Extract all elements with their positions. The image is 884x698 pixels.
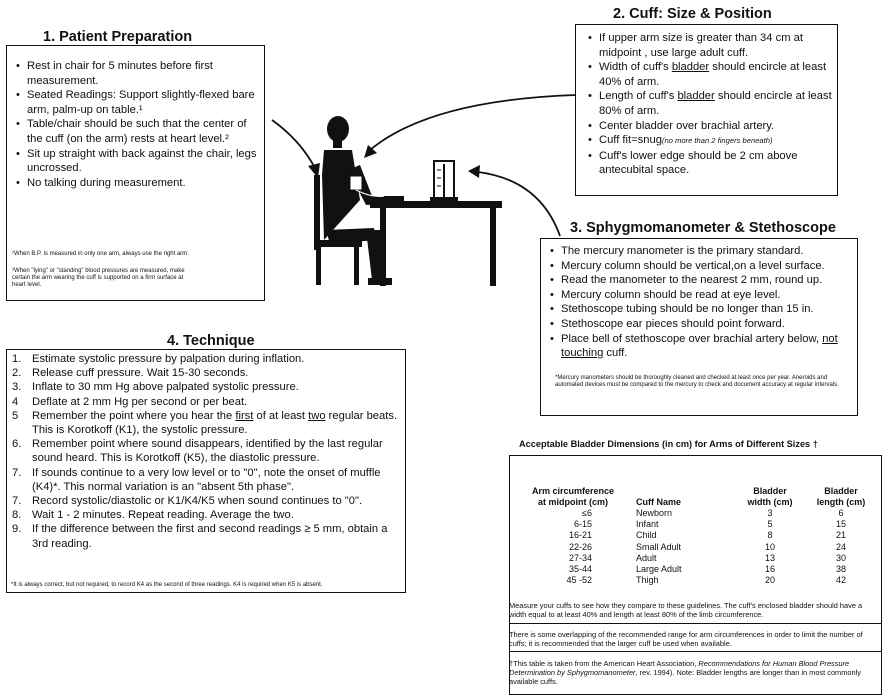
table-cell: 8	[767, 530, 773, 541]
table-cell: 42	[835, 575, 846, 586]
sphyg-list	[549, 244, 853, 361]
prep-title: 1. Patient Preparation	[43, 29, 193, 45]
cuff-item: • Cuff fit=snug(no more than 2 fingers beneath)	[587, 133, 833, 149]
table-note-2: There is some overlapping of the recommended range for arm circumferences in order to limit the number of cuffs; it is recommended that the larger cuff be used when available.	[509, 630, 863, 648]
arrow-icon	[370, 95, 576, 150]
table-cell: 10	[764, 541, 775, 552]
table-cell: 16-21	[568, 530, 592, 541]
table-cell: Child	[636, 530, 657, 541]
table-cell: 15	[835, 519, 846, 530]
tech-step: 3. Inflate to 30 mm Hg above palpated systolic pressure.	[12, 381, 299, 394]
arrow-icon	[308, 163, 320, 178]
table-cell: Thigh	[636, 575, 659, 586]
prep-item: • Sit up straight with back against the chair, legs uncrossed.	[15, 147, 257, 176]
sphyg-title: 3. Sphygmomanometer & Stethoscope	[570, 220, 836, 236]
table-cell: 6-15	[573, 519, 592, 530]
divider	[509, 623, 881, 624]
table-note-3: †This table is taken from the American Heart Association, Recommendations for Human Blood Pressure Determination by Sphygmomanometer, rev. 1994). Note: Bladder lengths are longer than in most commonly available cuffs.	[509, 659, 861, 686]
table-cell: Small Adult	[636, 541, 682, 552]
table-cell: ≤6	[582, 508, 592, 518]
table-cell: 27-34	[568, 552, 592, 563]
prep-item: • Seated Readings: Support slightly-flexed bare arm, palm-up on table.¹	[15, 88, 257, 117]
bladder-table-box	[509, 455, 882, 695]
manometer-icon	[430, 161, 458, 202]
tech-step: 2. Release cuff pressure. Wait 15-30 seconds.	[12, 367, 249, 380]
tech-step: 6. Remember point where sound disappears, identified by the last regular sound heard. This is Korotkoff (K5), the diastolic pressure.	[12, 438, 383, 465]
table-row	[524, 508, 876, 519]
table-cell: Infant	[636, 519, 659, 530]
prep-footnote-2: ²When "lying" or "standing" blood pressures are measured, make certain the arm wearing the cuff is supported on a firm surface at heart level.	[12, 268, 185, 289]
table-row	[524, 564, 876, 575]
cuff-item: • Center bladder over brachial artery.	[587, 119, 833, 134]
bladder-table	[524, 462, 876, 586]
table-cell: 38	[835, 564, 846, 575]
tech-step: 4 Deflate at 2 mm Hg per second or per beat.	[12, 395, 248, 408]
table-drawing	[370, 201, 502, 286]
table-cell: 35-44	[568, 564, 592, 575]
sphyg-item: • Stethoscope ear pieces should point forward.	[549, 317, 853, 332]
prep-item: • No talking during measurement.	[15, 176, 257, 191]
stethoscope-icon	[356, 190, 384, 196]
prep-list	[15, 59, 257, 190]
prep-item: • Table/chair should be such that the center of the cuff (on the arm) rests at heart level.²	[15, 117, 257, 146]
tech-step: 1. Estimate systolic pressure by palpation during inflation.	[12, 353, 305, 365]
arrow-icon	[272, 120, 315, 168]
sphyg-item: • Mercury column should be vertical,on a level surface.	[549, 259, 853, 274]
table-row	[524, 530, 876, 541]
tech-box	[6, 349, 406, 593]
tech-step: 8. Wait 1 - 2 minutes. Repeat reading. Average the two.	[12, 509, 294, 522]
cuff-item: • Length of cuff's bladder should encircle at least 80% of arm.	[587, 89, 833, 118]
prep-footnote-1: ¹When B.P. is measured in only one arm, always use the right arm.	[12, 251, 189, 257]
table-cell: 6	[838, 508, 844, 518]
table-note-1: Measure your cuffs to see how they compare to these guidelines. The cuff's enclosed bladder should have a width equal to at least 40% and length at least 80% of the limb circumference.	[509, 601, 863, 619]
cuff-box	[575, 24, 838, 196]
sphyg-footnote: *Mercury manometers should be thoroughly cleaned and checked at least once per year. Aneroids and automated devices must be compared to the mercury to check and document accuracy at regular intervals.	[555, 375, 839, 389]
person-drawing	[322, 116, 404, 285]
sphyg-item: • Place bell of stethoscope over brachial artery below, not touching cuff.	[549, 332, 853, 361]
table-cell: 30	[835, 552, 846, 563]
tech-step: 5 Remember the point where you hear the first of at least two regular beats. This is Korotkoff (K1), the systolic pressure.	[12, 409, 398, 437]
sphyg-box	[540, 238, 858, 416]
cuff-list	[587, 31, 833, 178]
cuff-item: • If upper arm size is greater than 34 cm at midpoint , use large adult cuff.	[587, 31, 833, 60]
table-row	[524, 542, 876, 553]
table-cell: 45 -52	[566, 575, 592, 586]
prep-item: • Rest in chair for 5 minutes before first measurement.	[15, 59, 257, 88]
tech-step: 7. Record systolic/diastolic or K1/K4/K5 when sound continues to "0".	[12, 495, 363, 508]
table-cell: 20	[764, 575, 775, 586]
arrow-icon	[478, 172, 560, 236]
cuff-item: • Width of cuff's bladder should encircle at least 40% of arm.	[587, 60, 833, 89]
tech-title: 4. Technique	[167, 333, 255, 349]
column-header: Bladder length (cm)	[816, 486, 866, 507]
table-cell: 5	[767, 519, 773, 530]
chair-drawing	[314, 175, 362, 285]
sphyg-item: • The mercury manometer is the primary standard.	[549, 244, 853, 259]
column-header: Bladder width (cm)	[747, 486, 793, 507]
table-cell: 3	[767, 508, 773, 518]
tech-step: 9. If the difference between the first and second readings ≥ 5 mm, obtain a 3rd reading.	[12, 523, 388, 550]
table-row	[524, 575, 876, 586]
cuff-title: 2. Cuff: Size & Position	[613, 6, 772, 22]
sphyg-item: • Read the manometer to the nearest 2 mm, round up.	[549, 273, 853, 288]
table-cell: 16	[764, 564, 775, 575]
table-cell: Adult	[636, 552, 657, 563]
arrow-icon	[468, 165, 480, 178]
divider	[509, 651, 881, 652]
table-cell: 13	[764, 552, 775, 563]
tech-footnote: *It is always correct, but not required, to record K4 as the second of three readings. K4 is required when K5 is absent.	[11, 582, 323, 588]
cuff-drawing	[350, 176, 362, 190]
table-row	[524, 519, 876, 530]
table-cell: 24	[835, 541, 846, 552]
table-cell: 22-26	[568, 541, 592, 552]
tech-step: 7. If sounds continue to a very low level or to "0", note the onset of muffle (K4)*. This normal variation is an "absent 5th phase".	[12, 466, 381, 493]
table-cell: 21	[835, 530, 846, 541]
bladder-table-title: Acceptable Bladder Dimensions (in cm) for Arms of Different Sizes †	[519, 439, 818, 449]
tech-list	[11, 352, 401, 551]
column-header: Cuff Name	[636, 497, 682, 507]
prep-box	[6, 45, 265, 301]
table-cell: Large Adult	[636, 564, 682, 575]
sphyg-item: • Mercury column should be read at eye level.	[549, 288, 853, 303]
arrow-icon	[364, 145, 377, 158]
column-header: Arm circumference at midpoint (cm)	[531, 486, 615, 507]
table-cell: Newborn	[636, 508, 673, 518]
table-row	[524, 553, 876, 564]
cuff-item: • Cuff's lower edge should be 2 cm above antecubital space.	[587, 149, 833, 178]
sphyg-item: • Stethoscope tubing should be no longer than 15 in.	[549, 302, 853, 317]
